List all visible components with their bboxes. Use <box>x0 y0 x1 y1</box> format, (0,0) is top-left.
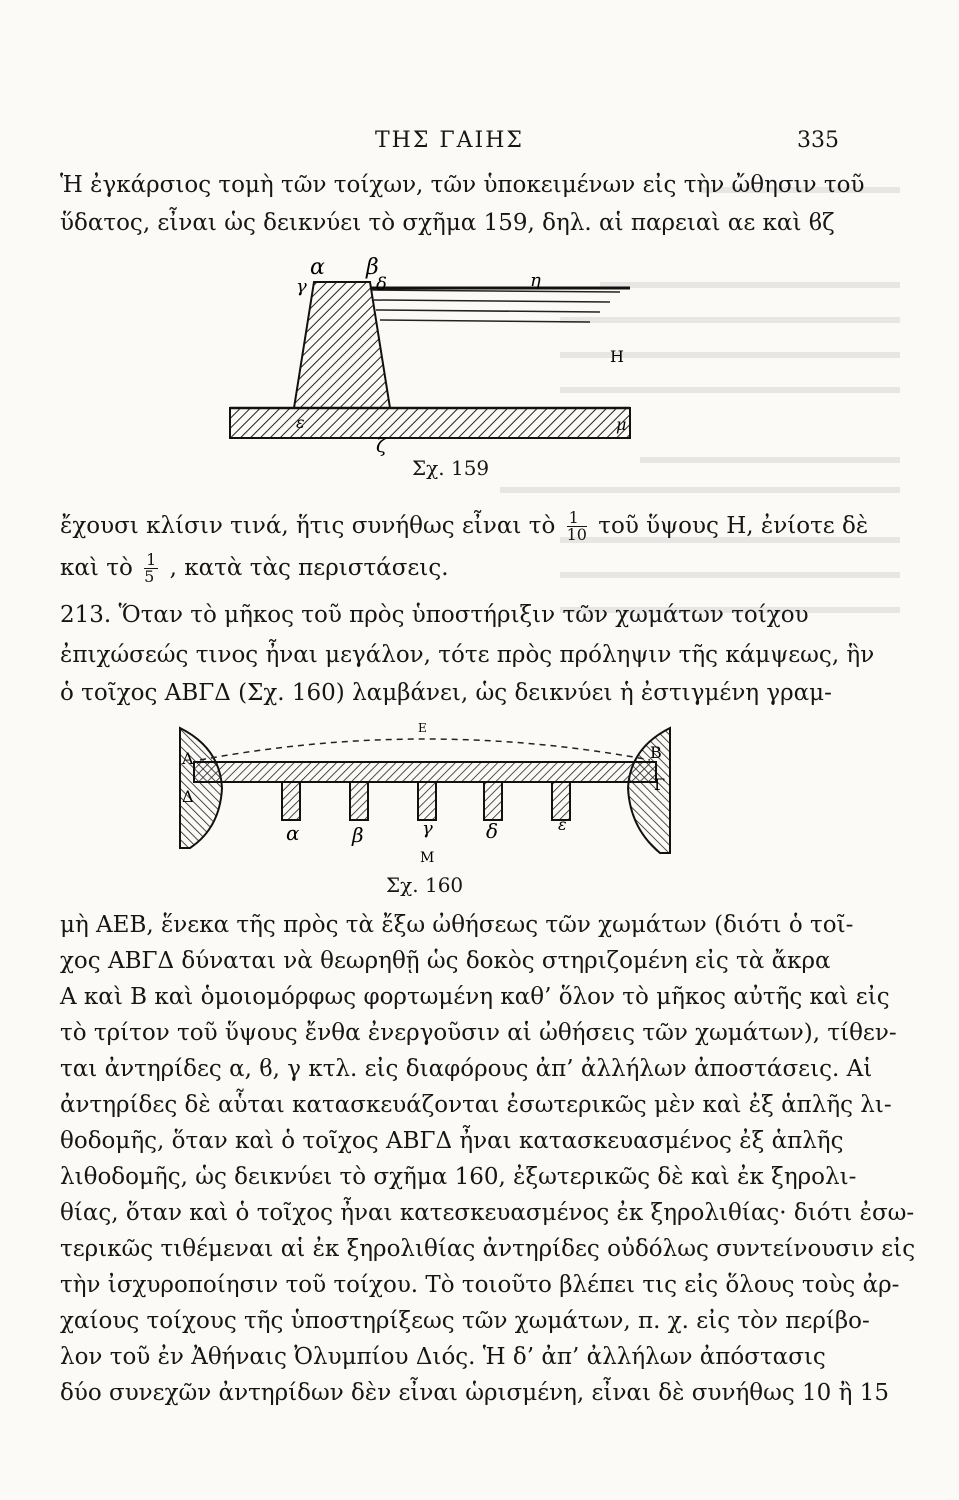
text-line: ὕδατος, εἶναι ὡς δεικνύει τὸ σχῆμα 159, δηλ. αἱ παρειαὶ αε καὶ ϐζ <box>60 210 835 236</box>
label-Delta: Δ <box>182 787 194 806</box>
label-Gamma: Γ <box>654 775 666 794</box>
label-beta: β <box>352 823 364 847</box>
water-lines <box>372 290 620 322</box>
figure-160-caption: Σχ. 160 <box>386 873 464 897</box>
label-zeta: ζ <box>376 433 387 457</box>
page-header <box>0 128 959 168</box>
text-line <box>60 508 869 544</box>
deflection-line <box>200 739 650 760</box>
text-line: τερικῶς τιθέμεναι αἱ ἐκ ξηρολιθίας ἀντηρίδες οὐδόλως συντείνουσιν εἰς <box>60 1236 916 1262</box>
label-gamma: γ <box>296 276 307 297</box>
foundation <box>230 408 630 438</box>
text-line: χος ΑΒΓΔ δύναται νὰ θεωρηθῇ ὡς δοκὸς στηριζομένη εἰς τὰ ἄκρα <box>60 948 831 974</box>
text-line: ἐπιχώσεώς τινος ἦναι μεγάλον, τότε πρὸς πρόληψιν τῆς κάμψεως, ἣν <box>60 642 875 668</box>
page-number: 335 <box>797 128 839 153</box>
label-M: Μ <box>420 850 435 866</box>
label-E: Ε <box>418 721 427 735</box>
line-text: , κατὰ τὰς περιστάσεις. <box>169 554 449 581</box>
figure-159-caption: Σχ. 159 <box>412 456 490 480</box>
text-line: τὸ τρίτον τοῦ ὕψους ἔνθα ἐνεργοῦσιν αἱ ὠθήσεις τῶν χωμάτων), τίθεν- <box>60 1020 897 1046</box>
buttress-beta <box>350 782 368 820</box>
fraction-one-tenth <box>567 510 587 543</box>
label-delta: δ <box>376 274 387 295</box>
text-line: Α καὶ Β καὶ ὁμοιομόρφως φορτωμένη καθ’ ὅλον τὸ μῆκος αὐτῆς καὶ εἰς <box>60 984 890 1010</box>
buttress-delta <box>484 782 502 820</box>
text-line: θοδομῆς, ὅταν καὶ ὁ τοῖχος ΑΒΓΔ ἦναι κατασκευασμένος ἐξ ἁπλῆς <box>60 1128 844 1154</box>
label-eta: η <box>530 270 541 291</box>
label-delta: δ <box>486 819 499 843</box>
running-title: ΤΗΣ ΓΑΙΗΣ <box>375 128 524 153</box>
label-epsilon: ε <box>296 413 305 432</box>
label-H: Η <box>610 347 624 366</box>
fraction-denominator: 5 <box>144 567 155 586</box>
text-line: χαίους τοίχους τῆς ὑποστηρίξεως τῶν χωμάτων, π. χ. εἰς τὸν περίβο- <box>60 1308 870 1334</box>
wall-section <box>294 282 390 408</box>
text-line: τὴν ἰσχυροποίησιν τοῦ τοίχου. Τὸ τοιοῦτο βλέπει τις εἰς ὅλους τοὺς ἀρ- <box>60 1272 900 1298</box>
figure-160-wall-with-buttresses <box>160 718 690 868</box>
text-line: ἀντηρίδες δὲ αὗται κατασκευάζονται ἐσωτερικῶς μὲν καὶ ἐξ ἁπλῆς λι- <box>60 1092 892 1118</box>
figure-159-retaining-wall-section <box>190 250 650 460</box>
text-line: ὁ τοῖχος ΑΒΓΔ (Σχ. 160) λαμβάνει, ὡς δεικνύει ἡ ἐστιγμένη γραμ- <box>60 680 832 706</box>
text-line: θίας, ὅταν καὶ ὁ τοῖχος ἦναι κατεσκευασμένος ἐκ ξηρολιθίας· διότι ἐσω- <box>60 1200 915 1226</box>
text-line: 213. Ὅταν τὸ μῆκος τοῦ πρὸς ὑποστήριξιν τῶν χωμάτων τοίχου <box>60 602 809 628</box>
label-epsilon: ε <box>558 815 567 834</box>
label-beta: β <box>366 255 379 280</box>
label-A: Α <box>182 749 194 768</box>
fraction-numerator: 1 <box>146 550 157 569</box>
text-line: Ἡ ἐγκάρσιος τομὴ τῶν τοίχων, τῶν ὑποκειμένων εἰς τὴν ὤθησιν τοῦ <box>60 172 865 198</box>
fraction-one-fifth <box>144 552 158 585</box>
text-line: μὴ ΑΕΒ, ἕνεκα τῆς πρὸς τὰ ἔξω ὠθήσεως τῶν χωμάτων (διότι ὁ τοῖ- <box>60 912 854 938</box>
label-alpha: α <box>310 255 325 280</box>
text-line: λιθοδομῆς, ὡς δεικνύει τὸ σχῆμα 160, ἐξωτερικῶς δὲ καὶ ἐκ ξηρολι- <box>60 1164 857 1190</box>
line-text: καὶ τὸ <box>60 554 133 581</box>
text-line: δύο συνεχῶν ἀντηρίδων δὲν εἶναι ὡρισμένη, εἶναι δὲ συνήθως 10 ἢ 15 <box>60 1380 889 1406</box>
line-text: τοῦ ὕψους Η, ἐνίοτε δὲ <box>598 512 869 539</box>
label-gamma: γ <box>422 818 433 839</box>
text-line: λον τοῦ ἐν Ἀθήναις Ὀλυμπίου Διός. Ἡ δ’ ἀπ’ ἀλλήλων ἀπόστασις <box>60 1344 826 1370</box>
label-mu: μ <box>616 415 627 434</box>
line-text: ἔχουσι κλίσιν τινά, ἥτις συνήθως εἶναι τὸ <box>60 512 556 539</box>
label-B: Β <box>650 743 662 762</box>
fraction-numerator: 1 <box>567 510 587 527</box>
label-alpha: α <box>286 821 300 845</box>
text-line <box>60 552 805 585</box>
buttress-alpha <box>282 782 300 820</box>
buttress-gamma <box>418 782 436 820</box>
fraction-denominator: 10 <box>566 525 587 544</box>
text-line: ται ἀντηρίδες α, ϐ, γ κτλ. εἰς διαφόρους ἀπ’ ἀλλήλων ἀποστάσεις. Αἱ <box>60 1056 873 1082</box>
wall-plan <box>194 762 656 782</box>
